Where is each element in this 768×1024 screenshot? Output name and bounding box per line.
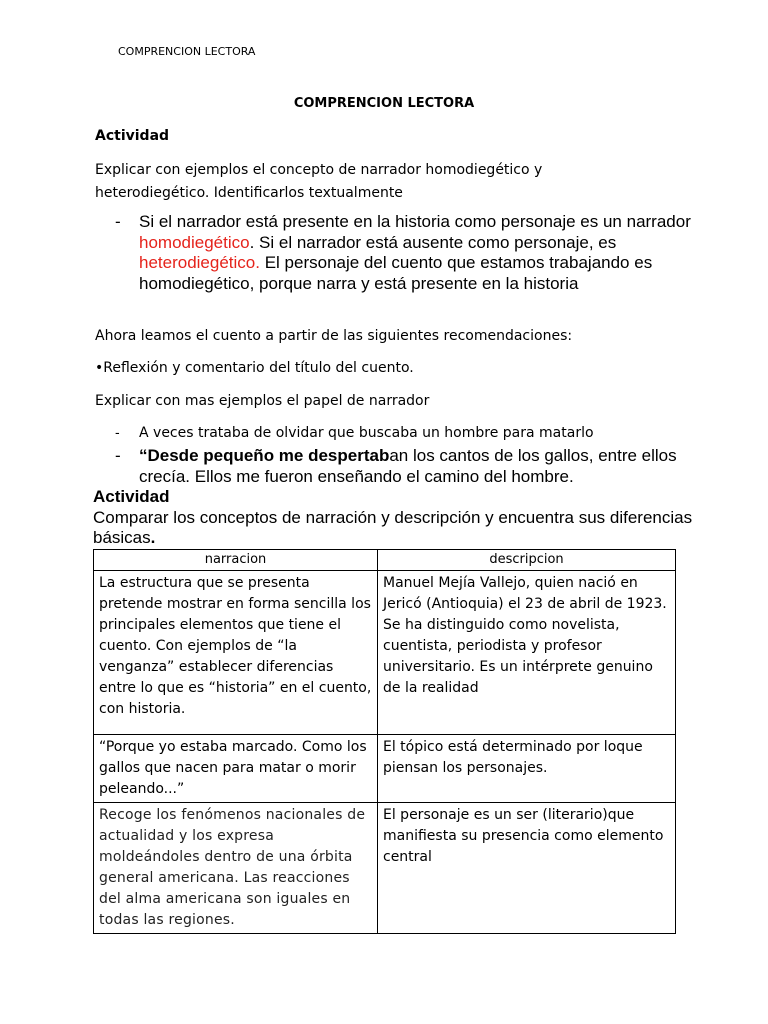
table-cell: “Porque yo estaba marcado. Como los gallos que nacen para matar o morir peleando...” bbox=[94, 735, 378, 803]
table-row bbox=[94, 803, 676, 934]
bullet-dash-3: - bbox=[115, 446, 121, 465]
bullet-dash-2: - bbox=[115, 424, 120, 440]
highlight-homodiegetico: homodiegético bbox=[139, 232, 250, 252]
highlight-heterodiegetico: heterodiegético. bbox=[139, 253, 260, 272]
table-cell: El personaje es un ser (literario)que manifiesta su presencia como elemento central bbox=[378, 803, 676, 934]
table-cell: La estructura que se presenta pretende mostrar en forma sencilla los principales elementos que tiene el cuento. Con ejemplos de “la venganza” establecer diferencias entre lo que es “historia” en el cuento, con historia. bbox=[94, 571, 378, 735]
activity-heading-1: Actividad bbox=[95, 128, 170, 144]
bullet-dash-1: - bbox=[115, 212, 121, 231]
activity-prompt-1 bbox=[95, 159, 695, 205]
reflexion-paragraph: •Reflexión y comentario del título del cuento. bbox=[95, 360, 414, 376]
page-title: COMPRENCION LECTORA bbox=[293, 96, 475, 111]
table-cell: El tópico está determinado por loque piensan los personajes. bbox=[378, 735, 676, 803]
bullet1-text-b: . Si el narrador está ausente como personaje, es bbox=[249, 232, 617, 252]
recommendations-paragraph: Ahora leamos el cuento a partir de las siguientes recomendaciones: bbox=[95, 328, 573, 344]
activity-prompt-1-line-1: Explicar con ejemplos el concepto de narrador homodiegético y bbox=[95, 162, 543, 178]
activity-heading-2: Actividad bbox=[93, 487, 170, 506]
activity-prompt-2-period: . bbox=[150, 528, 156, 547]
table-row bbox=[94, 571, 676, 735]
comparison-table bbox=[93, 549, 676, 934]
running-header: COMPRENCION LECTORA bbox=[118, 45, 256, 58]
bullet3-rest: an los cantos de los gallos, entre ellos crecía. Ellos me fueron enseñando el camino del hombre. bbox=[139, 446, 677, 486]
table-cell: Recoge los fenómenos nacionales de actualidad y los expresa moldeándoles dentro de una órbita general americana. Las reacciones del alma americana son iguales en todas las regiones. bbox=[94, 803, 378, 934]
bullet-olvidar: A veces trataba de olvidar que buscaba un hombre para matarlo bbox=[139, 425, 594, 441]
explicar-paragraph: Explicar con mas ejemplos el papel de narrador bbox=[95, 393, 430, 409]
column-header-descripcion: descripcion bbox=[378, 550, 676, 571]
bullet1-text-a: Si el narrador está presente en la historia como personaje es un narrador bbox=[139, 212, 691, 231]
activity-prompt-1-line-2: heterodiegético. Identificarlos textualmente bbox=[95, 185, 403, 201]
column-header-narracion: narracion bbox=[94, 550, 378, 571]
bullet-narrador-definition bbox=[139, 212, 699, 294]
bullet1-text-c: El personaje del cuento que estamos trabajando es homodiegético, porque narra y está presente en la historia bbox=[139, 253, 653, 293]
activity-prompt-2-text: Comparar los conceptos de narración y descripción y encuentra sus diferencias básicas bbox=[93, 508, 693, 547]
activity-prompt-2 bbox=[93, 508, 693, 548]
table-header-row bbox=[94, 550, 676, 571]
table-row bbox=[94, 735, 676, 803]
bullet3-bold: “Desde pequeño me despertab bbox=[139, 446, 390, 465]
table-cell: Manuel Mejía Vallejo, quien nació en Jericó (Antioquia) el 23 de abril de 1923. Se ha distinguido como novelista, cuentista, periodista y profesor universitario. Es un intérprete genuino de la realidad bbox=[378, 571, 676, 735]
bullet-quote-gallos bbox=[139, 446, 679, 487]
